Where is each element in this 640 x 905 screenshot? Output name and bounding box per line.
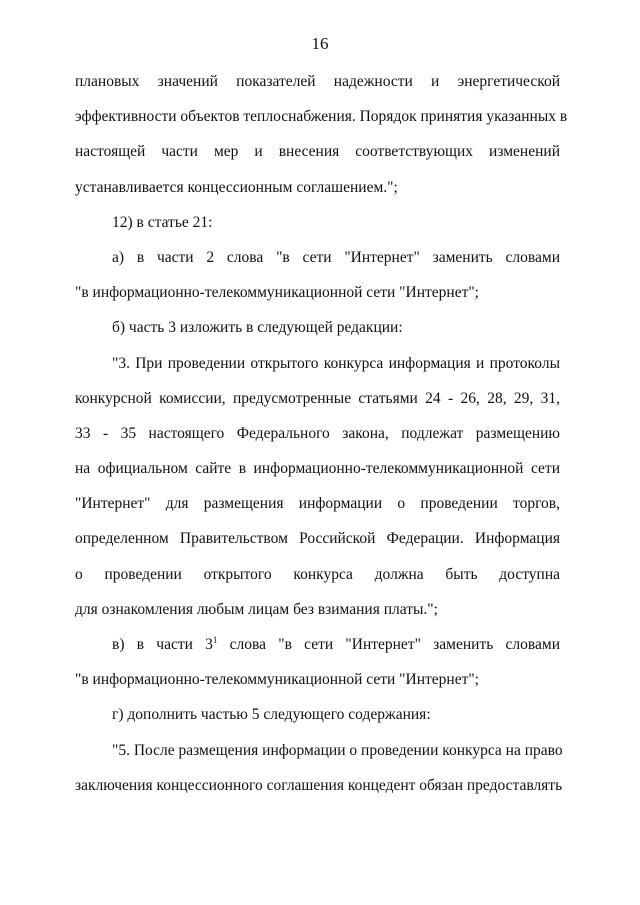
text-line: эффективности объектов теплоснабжения. Порядок принятия указанных в xyxy=(75,108,568,126)
text-line: "в информационно-телекоммуникационной сети "Интернет"; xyxy=(75,671,479,689)
text-line: о проведении открытого конкурса должна быть доступна xyxy=(75,565,560,583)
text-segment: в) в части 3 xyxy=(112,636,213,653)
text-segment: слова "в сети "Интернет" заменить словами xyxy=(217,636,560,653)
text-line: 33 - 35 настоящего Федерального закона, подлежат размещению xyxy=(75,424,560,442)
document-body xyxy=(75,64,568,803)
text-line: настоящей части мер и внесения соответствующих изменений xyxy=(75,143,560,161)
text-line: определенном Правительством Российской Федерации. Информация xyxy=(75,530,560,548)
page-number: 16 xyxy=(311,34,329,53)
superscript: 1 xyxy=(212,634,218,645)
text-line: устанавливается концессионным соглашением."; xyxy=(75,178,398,196)
text-line: а) в части 2 слова "в сети "Интернет" заменить словами xyxy=(112,248,560,266)
text-line: для ознакомления любым лицам без взимания платы."; xyxy=(75,600,438,618)
text-line: конкурсной комиссии, предусмотренные статьями 24 - 26, 28, 29, 31, xyxy=(75,389,560,407)
text-line: "Интернет" для размещения информации о проведении торгов, xyxy=(75,495,560,513)
text-line xyxy=(75,627,560,662)
text-line: заключения концессионного соглашения концедент обязан предоставлять xyxy=(75,776,563,794)
text-line: "3. При проведении открытого конкурса информация и протоколы xyxy=(112,354,560,372)
text-line: "5. После размещения информации о проведении конкурса на право xyxy=(112,741,563,759)
text-line: плановых значений показателей надежности и энергетической xyxy=(75,73,560,90)
text-line: г) дополнить частью 5 следующего содержания: xyxy=(112,706,431,724)
text-line: 12) в статье 21: xyxy=(112,213,213,231)
text-line: на официальном сайте в информационно-телекоммуникационной сети xyxy=(75,460,560,478)
text-line: б) часть 3 изложить в следующей редакции: xyxy=(112,319,403,337)
text-line: "в информационно-телекоммуникационной сети "Интернет"; xyxy=(75,284,479,302)
